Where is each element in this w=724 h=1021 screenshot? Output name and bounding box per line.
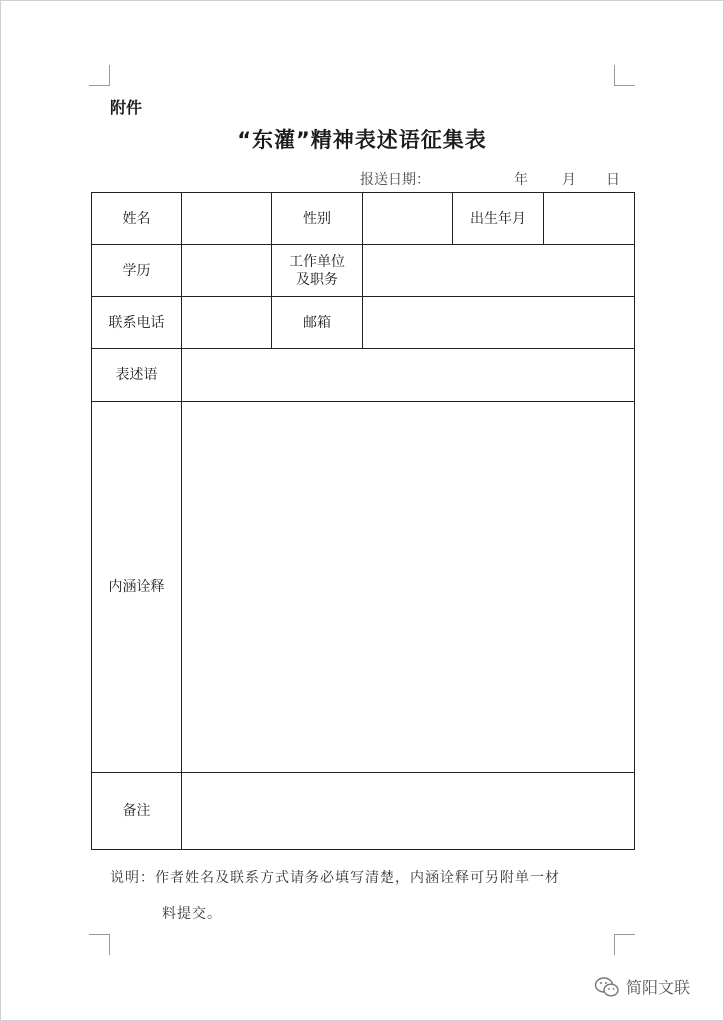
gender-field[interactable] [363,193,453,245]
date-month-label: 月 [562,172,576,188]
education-field[interactable] [182,245,272,297]
margin-mark-top-right [614,65,635,86]
instruction-note-line2: 料提交。 [162,906,222,922]
submission-date-line [360,169,620,189]
meaning-label: 内涵诠释 [92,402,182,773]
form-row-basic-info [92,193,635,245]
remarks-label: 备注 [92,773,182,850]
form-row-meaning [92,402,635,773]
email-field[interactable] [363,297,635,349]
wechat-icon [594,976,620,998]
form-row-remarks [92,773,635,850]
education-label: 学历 [92,245,182,297]
form-row-contact [92,297,635,349]
expression-field[interactable] [182,349,635,402]
phone-label: 联系电话 [92,297,182,349]
date-day-label: 日 [606,172,620,188]
work-unit-field[interactable] [363,245,635,297]
birth-date-field[interactable] [544,193,635,245]
attachment-label: 附件 [110,98,143,117]
remarks-field[interactable] [182,773,635,850]
work-unit-label-line2: 及职务 [296,271,338,288]
meaning-field[interactable] [182,402,635,773]
date-year-label: 年 [514,172,528,188]
margin-mark-bottom-left [89,934,110,955]
birth-date-label: 出生年月 [453,193,544,245]
page-title: “东灌”精神表述语征集表 [237,128,487,152]
form-row-education-work [92,245,635,297]
instruction-note-line1: 说明：作者姓名及联系方式请务必填写清楚，内涵诠释可另附单一材 [110,870,560,886]
margin-mark-bottom-right [614,934,635,955]
email-label: 邮箱 [272,297,363,349]
collection-form-table [91,192,635,850]
phone-field[interactable] [182,297,272,349]
name-label: 姓名 [92,193,182,245]
watermark-text: 简阳文联 [626,978,691,997]
submission-date-label: 报送日期： [360,172,430,188]
form-row-expression [92,349,635,402]
work-unit-label [272,245,363,297]
expression-label: 表述语 [92,349,182,402]
instruction-note [110,860,615,932]
margin-mark-top-left [89,65,110,86]
work-unit-label-line1: 工作单位 [289,253,345,270]
name-field[interactable] [182,193,272,245]
gender-label: 性别 [272,193,363,245]
source-watermark [594,975,690,998]
